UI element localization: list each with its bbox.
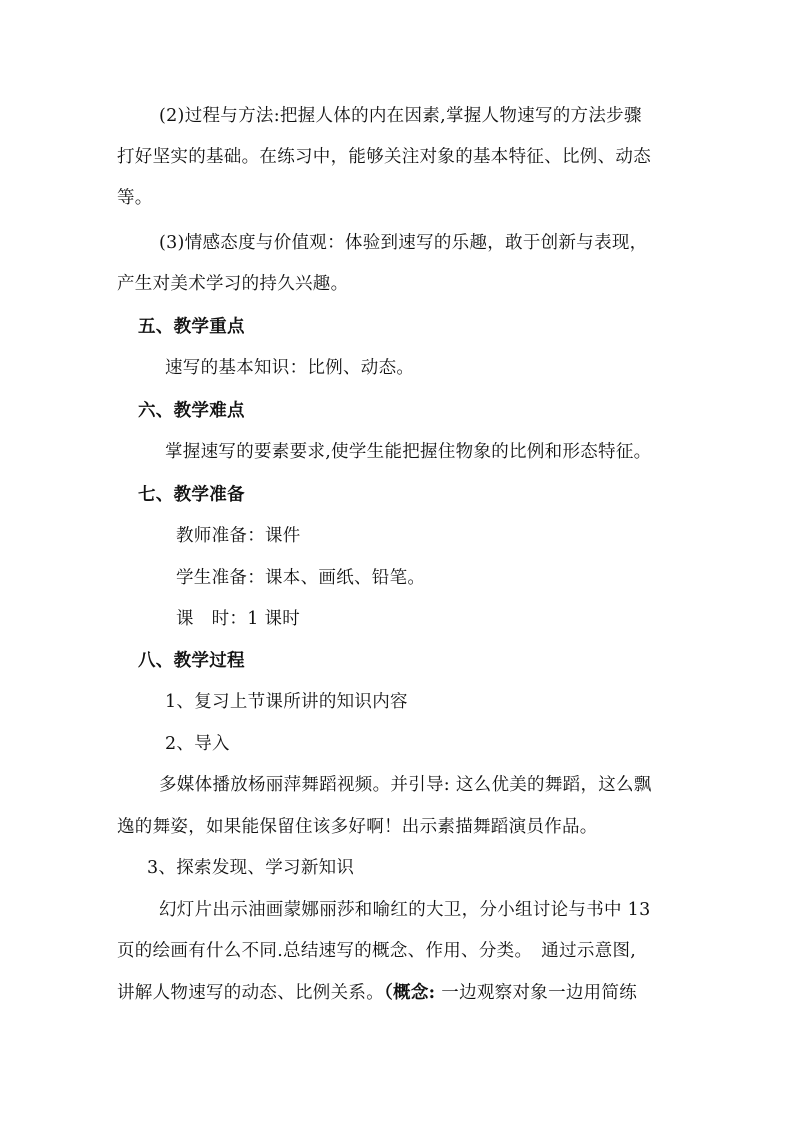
concept-label: （概念:	[384, 983, 436, 1003]
preparation-teacher: 教师准备：课件	[176, 526, 301, 546]
process-step-2-line-2: 逸的舞姿，如果能保留住该多好啊！出示素描舞蹈演员作品。	[117, 817, 598, 837]
section-heading-preparation: 七、教学准备	[138, 485, 245, 505]
process-step-3-line-2: 页的绘画有什么不同.总结速写的概念、作用、分类。 通过示意图,	[117, 941, 637, 961]
section-heading-process: 八、教学过程	[138, 651, 245, 671]
process-step-1: 1、复习上节课所讲的知识内容	[165, 692, 408, 712]
process-step-3-line-3-rest: 一边观察对象一边用简练	[435, 983, 638, 1003]
section-heading-difficulties: 六、教学难点	[138, 401, 245, 421]
process-step-3-line-3	[117, 981, 682, 1005]
difficulties-body: 掌握速写的要素要求,使学生能把握住物象的比例和形态特征。	[165, 442, 652, 462]
preparation-student: 学生准备：课本、画纸、铅笔。	[176, 568, 426, 588]
process-step-3: 3、探索发现、学习新知识	[147, 858, 355, 878]
process-step-3-line-3-text: 讲解人物速写的动态、比例关系。	[117, 983, 384, 1003]
objective-process-line-3: 等。	[117, 188, 153, 208]
objective-process-line-1: (2)过程与方法:把握人体的内在因素,掌握人物速写的方法步骤	[159, 106, 642, 126]
objective-emotion-line-1: (3)情感态度与价值观：体验到速写的乐趣，敢于创新与表现，	[159, 233, 648, 253]
section-heading-key-points: 五、教学重点	[138, 317, 245, 337]
objective-process-line-2: 打好坚实的基础。在练习中，能够关注对象的基本特征、比例、动态	[117, 147, 651, 167]
process-step-3-line-1: 幻灯片出示油画蒙娜丽莎和喻红的大卫，分小组讨论与书中 13	[159, 900, 651, 920]
process-step-2-line-1: 多媒体播放杨丽萍舞蹈视频。并引导: 这么优美的舞蹈，这么飘	[159, 775, 652, 795]
key-points-body: 速写的基本知识：比例、动态。	[165, 358, 415, 378]
preparation-time: 课 时：1 课时	[176, 609, 301, 629]
process-step-2: 2、导入	[165, 734, 230, 754]
objective-emotion-line-2: 产生对美术学习的持久兴趣。	[117, 274, 349, 294]
